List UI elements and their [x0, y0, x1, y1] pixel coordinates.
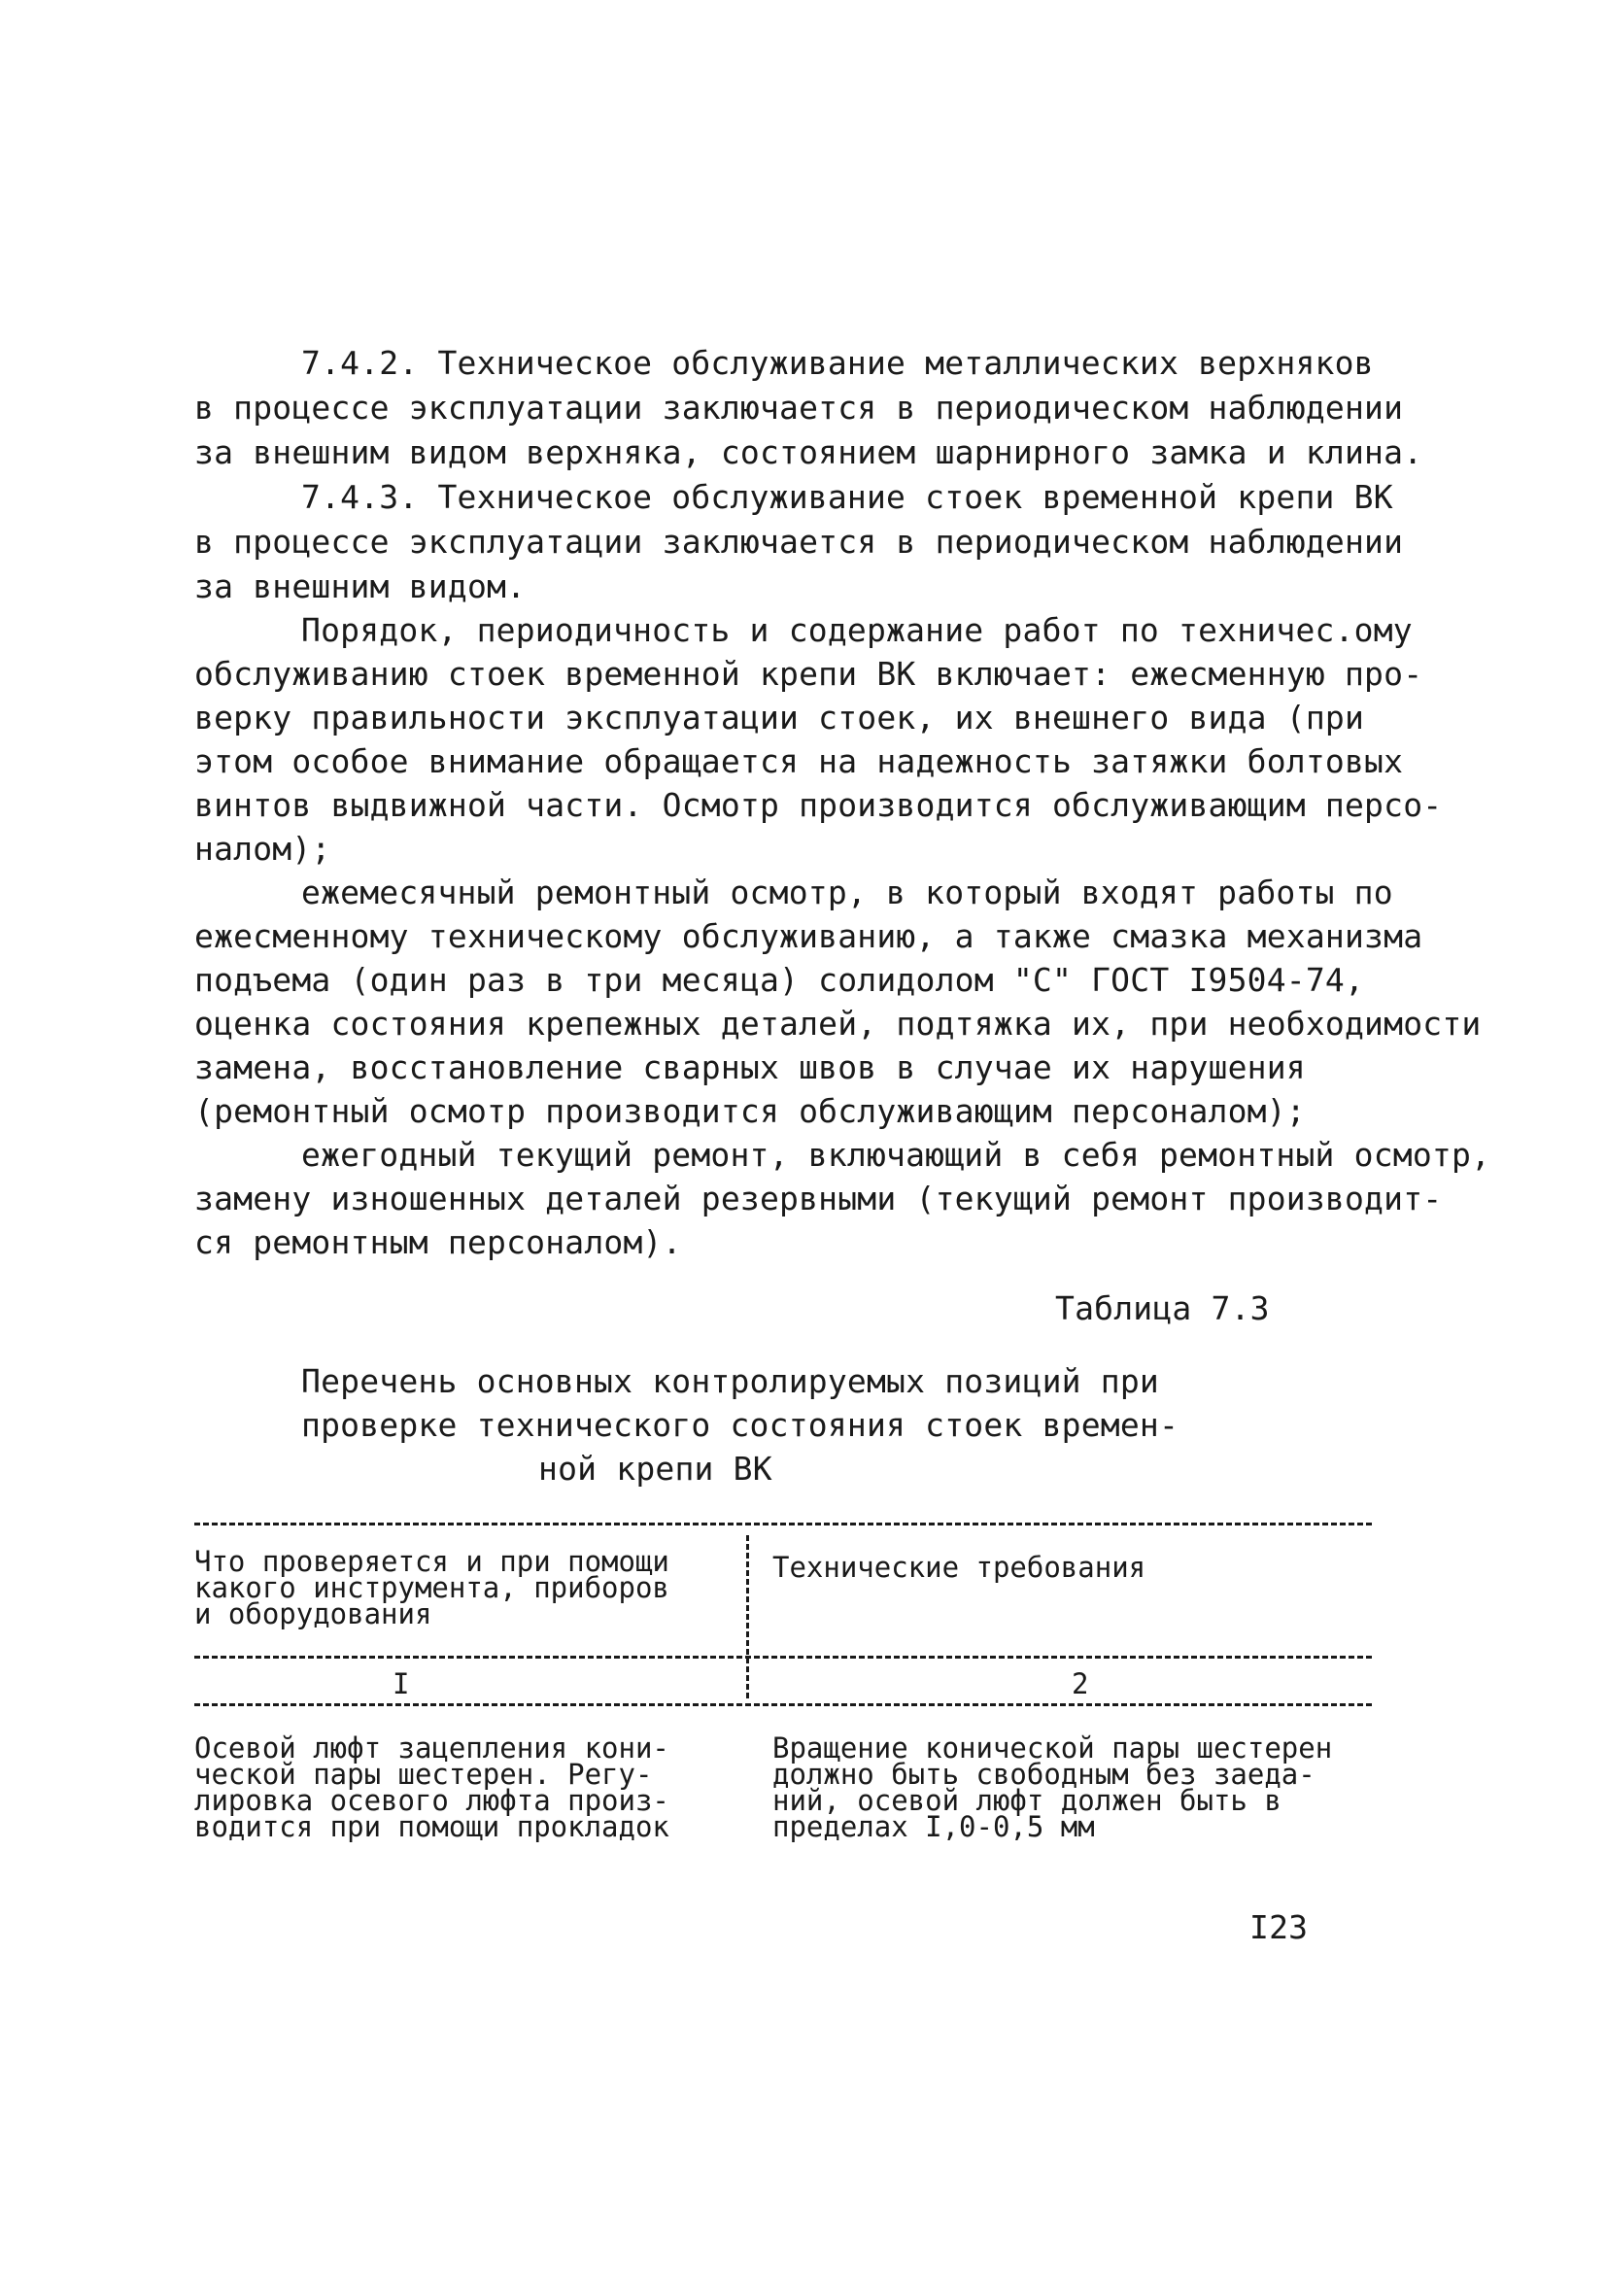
table-header-col1: Что проверяется и при помощи: [194, 1545, 669, 1578]
table-label: Таблица 7.3: [1055, 1289, 1270, 1327]
text-line: замену изношенных деталей резервными (текущий ремонт производит-: [194, 1180, 1443, 1217]
text-line: в процессе эксплуатации заключается в периодическом наблюдении: [194, 523, 1404, 561]
table-cell-col2: пределах I,0-0,5 мм: [772, 1810, 1095, 1843]
text-line: верку правильности эксплуатации стоек, их внешнего вида (при: [194, 699, 1365, 737]
text-line: обслуживанию стоек временной крепи ВК включает: ежесменную про-: [194, 655, 1423, 693]
table-cell-col1: лировка осевого люфта произ-: [194, 1784, 669, 1817]
table-title-line: Перечень основных контролируемых позиций при: [301, 1362, 1159, 1400]
text-line: этом особое внимание обращается на надежность затяжки болтовых: [194, 742, 1404, 780]
table-header-col1: и оборудования: [194, 1597, 432, 1630]
text-line: за внешним видом верхняка, состоянием шарнирного замка и клина.: [194, 433, 1423, 471]
table-cell-col2: Вращение конической пары шестерен: [772, 1731, 1333, 1765]
table-column-number: I: [393, 1667, 410, 1700]
text-line: налом);: [194, 830, 331, 868]
table-column-number: 2: [1072, 1667, 1089, 1700]
text-line: подъема (один раз в три месяца) солидолом "С" ГОСТ I9504-74,: [194, 961, 1365, 999]
text-line: ежесменному техническому обслуживанию, а также смазка механизма: [194, 917, 1423, 955]
table-cell-col2: должно быть свободным без заеда-: [772, 1758, 1316, 1791]
text-line: Порядок, периодичность и содержание работ по техничес.ому: [301, 611, 1413, 649]
text-line: ся ремонтным персоналом).: [194, 1223, 682, 1261]
table-cell-col1: Осевой люфт зацепления кони-: [194, 1731, 669, 1765]
table-cell-col2: ний, осевой люфт должен быть в: [772, 1784, 1281, 1817]
text-line: замена, восстановление сварных швов в случае их нарушения: [194, 1048, 1306, 1086]
table-header-rule: [194, 1656, 1372, 1659]
table-cell-col1: водится при помощи прокладок: [194, 1810, 669, 1843]
table-title-line: проверке технического состояния стоек времен-: [301, 1406, 1179, 1444]
text-line: 7.4.3. Техническое обслуживание стоек временной крепи ВК: [301, 478, 1393, 516]
text-line: в процессе эксплуатации заключается в периодическом наблюдении: [194, 389, 1404, 427]
text-line: (ремонтный осмотр производится обслуживающим персоналом);: [194, 1092, 1306, 1130]
table-header-col1: какого инструмента, приборов: [194, 1571, 669, 1604]
table-cell-col1: ческой пары шестерен. Регу-: [194, 1758, 653, 1791]
text-line: оценка состояния крепежных деталей, подтяжка их, при необходимости: [194, 1005, 1482, 1043]
text-line: ежегодный текущий ремонт, включающий в себя ремонтный осмотр,: [301, 1136, 1491, 1174]
page-number: I23: [1249, 1908, 1309, 1946]
table-title-line: ной крепи ВК: [538, 1450, 772, 1488]
table-header-col2: Технические требования: [772, 1551, 1146, 1584]
text-line: за внешним видом.: [194, 567, 527, 605]
text-line: винтов выдвижной части. Осмотр производится обслуживающим персо-: [194, 786, 1443, 824]
table-column-separator: [746, 1535, 749, 1698]
table-top-rule: [194, 1523, 1372, 1525]
table-numbers-rule: [194, 1703, 1372, 1706]
text-line: ежемесячный ремонтный осмотр, в который входят работы по: [301, 874, 1393, 911]
text-line: 7.4.2. Техническое обслуживание металлических верхняков: [301, 344, 1374, 382]
